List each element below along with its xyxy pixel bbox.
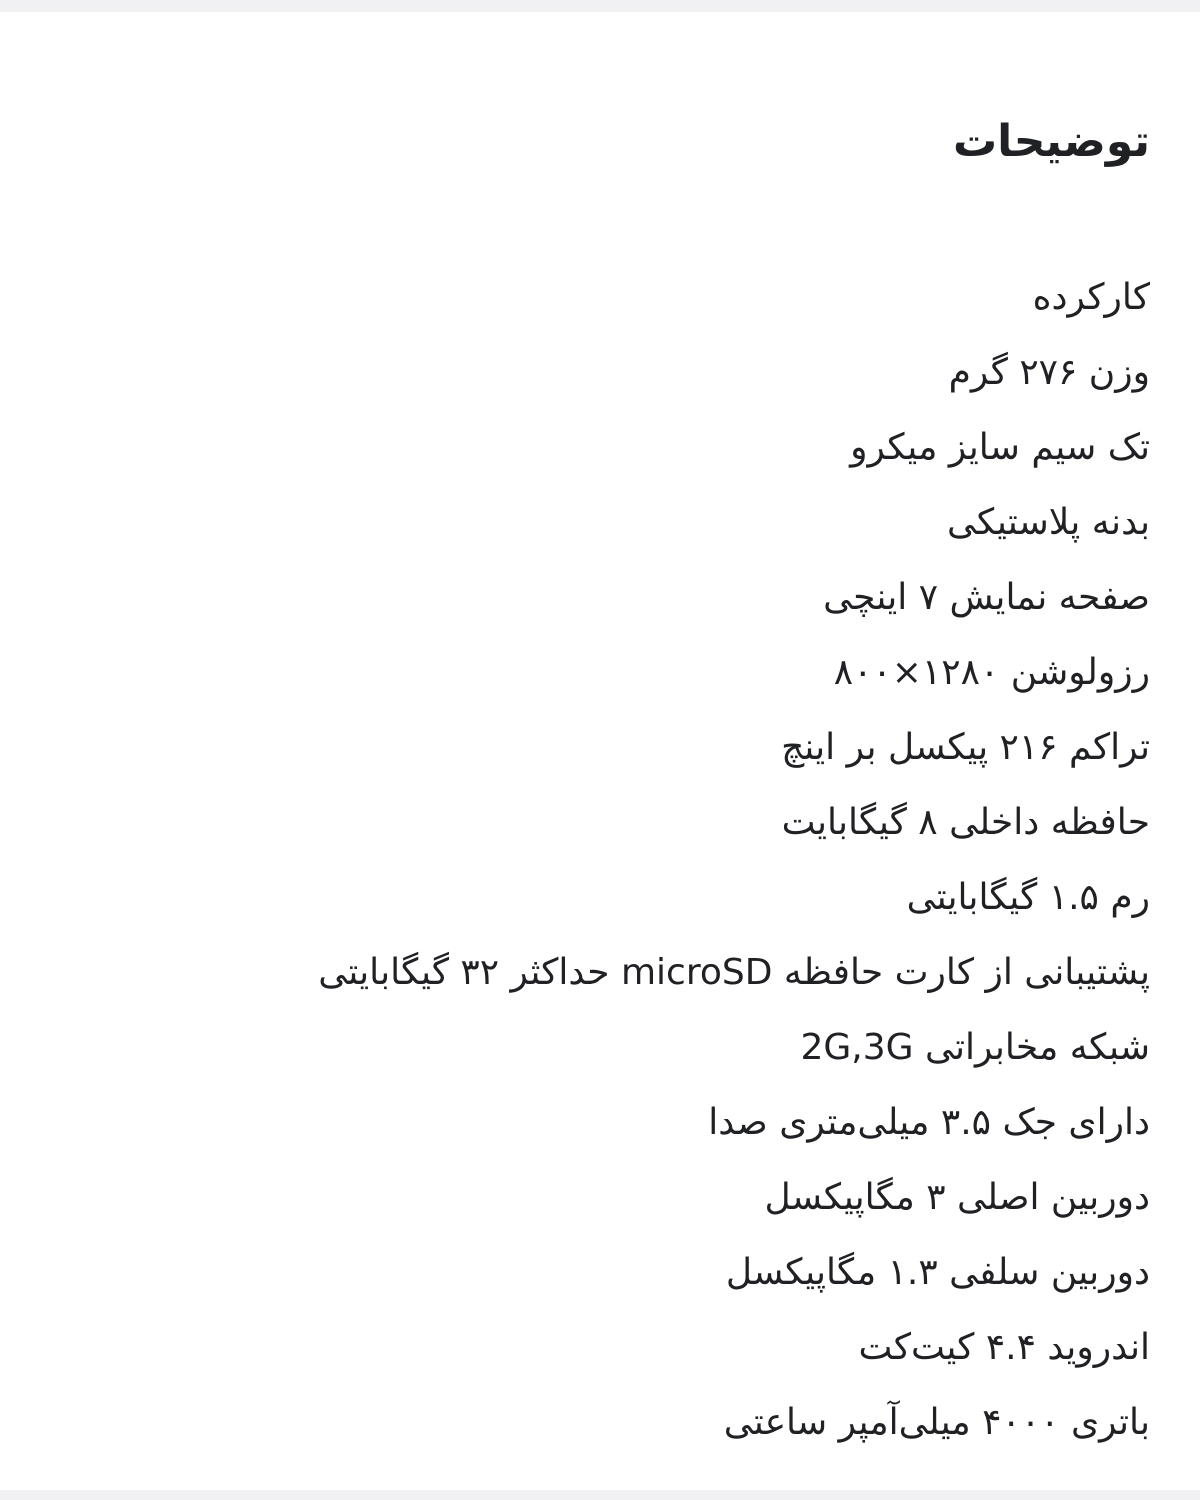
description-line: پشتیبانی از کارت حافظه microSD حداکثر ۳۲ گیگابایتی xyxy=(318,952,1150,993)
description-line: رم ۱.۵ گیگابایتی xyxy=(906,877,1150,918)
description-line: دوربین اصلی ۳ مگاپیکسل xyxy=(764,1177,1150,1218)
description-line: وزن ۲۷۶ گرم xyxy=(948,352,1150,393)
description-line: رزولوشن ۱۲۸۰×۸۰۰ xyxy=(833,652,1150,693)
description-line: صفحه نمایش ۷ اینچی xyxy=(823,577,1150,618)
description-line: تراکم ۲۱۶ پیکسل بر اینچ xyxy=(781,727,1150,768)
section-title: توضیحات xyxy=(952,116,1150,167)
description-card xyxy=(0,12,1200,1490)
description-line: بدنه پلاستیکی xyxy=(947,502,1150,543)
description-list xyxy=(318,260,1150,1460)
description-line: اندروید ۴.۴ کیت‌کت xyxy=(858,1327,1150,1368)
description-line: باتری ۴۰۰۰ میلی‌آمپر ساعتی xyxy=(723,1402,1150,1443)
description-line: شبکه مخابراتی 2G,3G xyxy=(800,1027,1150,1068)
description-line: کارکرده xyxy=(1032,277,1150,318)
description-line: دارای جک ۳.۵ میلی‌متری صدا xyxy=(708,1102,1150,1143)
description-line: تک سیم سایز میکرو xyxy=(850,427,1150,468)
description-line: دوربین سلفی ۱.۳ مگاپیکسل xyxy=(725,1252,1150,1293)
description-line: حافظه داخلی ۸ گیگابایت xyxy=(781,802,1150,843)
